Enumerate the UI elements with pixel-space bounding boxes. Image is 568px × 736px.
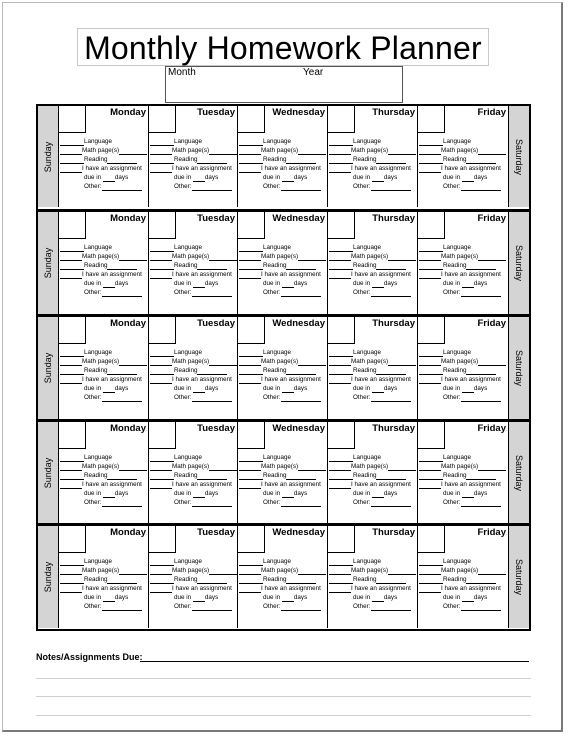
day-name: Thursday: [372, 213, 415, 224]
reading-line[interactable]: Reading: [239, 575, 326, 584]
assignment-lines: [239, 137, 326, 191]
due-line[interactable]: due in days: [443, 490, 488, 497]
day-cell[interactable]: [59, 106, 149, 207]
assignment-line[interactable]: I have an assignment: [419, 270, 506, 279]
reading-line[interactable]: Reading: [60, 471, 147, 480]
other-line[interactable]: Other:: [150, 182, 237, 191]
week-row: [38, 314, 529, 419]
assignment-lines: [150, 348, 237, 402]
day-cell[interactable]: [328, 526, 418, 628]
year-label: Year: [303, 67, 324, 78]
day-name: Thursday: [372, 107, 415, 118]
math-line[interactable]: Math page(s): [150, 357, 237, 366]
date-box[interactable]: [238, 317, 265, 344]
other-line[interactable]: Other:: [419, 182, 506, 191]
date-box[interactable]: [149, 106, 176, 133]
day-name: Friday: [477, 213, 506, 224]
language-line[interactable]: Language: [150, 453, 237, 462]
language-line[interactable]: Language: [60, 348, 147, 357]
day-name: Tuesday: [197, 107, 235, 118]
sunday-cell[interactable]: [38, 317, 59, 419]
day-name: Thursday: [372, 318, 415, 329]
reading-line[interactable]: Reading: [419, 261, 506, 270]
due-line[interactable]: due in days: [84, 385, 129, 392]
due-line[interactable]: due in days: [263, 174, 308, 181]
assignment-line[interactable]: I have an assignment: [329, 164, 416, 173]
reading-line[interactable]: Reading: [60, 261, 147, 270]
math-line[interactable]: Math page(s): [419, 146, 506, 155]
notes-line[interactable]: [140, 661, 529, 662]
due-line[interactable]: due in days: [174, 490, 219, 497]
day-cell[interactable]: [59, 526, 149, 628]
saturday-cell[interactable]: [508, 106, 529, 207]
math-line[interactable]: Math page(s): [329, 252, 416, 261]
day-name: Wednesday: [272, 213, 325, 224]
language-line[interactable]: Language: [150, 243, 237, 252]
assignment-lines: [419, 557, 506, 611]
sunday-cell[interactable]: [38, 106, 59, 207]
math-line[interactable]: Math page(s): [329, 146, 416, 155]
other-line[interactable]: Other:: [329, 393, 416, 402]
reading-line[interactable]: Reading: [329, 471, 416, 480]
due-line[interactable]: due in days: [353, 174, 398, 181]
assignment-line[interactable]: I have an assignment: [419, 480, 506, 489]
language-line[interactable]: Language: [60, 137, 147, 146]
date-box[interactable]: [59, 106, 86, 133]
math-line[interactable]: Math page(s): [60, 566, 147, 575]
language-line[interactable]: Language: [150, 348, 237, 357]
day-cell[interactable]: [328, 106, 418, 207]
assignment-lines: [150, 557, 237, 611]
date-box[interactable]: [59, 212, 86, 239]
math-line[interactable]: Math page(s): [239, 566, 326, 575]
math-line[interactable]: Math page(s): [150, 252, 237, 261]
language-line[interactable]: Language: [150, 557, 237, 566]
due-line[interactable]: due in days: [443, 385, 488, 392]
date-box[interactable]: [238, 526, 265, 553]
assignment-line[interactable]: I have an assignment: [239, 164, 326, 173]
language-line[interactable]: Language: [329, 348, 416, 357]
day-cell[interactable]: [418, 212, 508, 314]
reading-line[interactable]: Reading: [60, 575, 147, 584]
day-cell[interactable]: [328, 317, 418, 419]
assignment-lines: [419, 243, 506, 297]
due-line[interactable]: due in days: [443, 280, 488, 287]
day-name: Tuesday: [197, 527, 235, 538]
math-line[interactable]: Math page(s): [150, 462, 237, 471]
sunday-cell[interactable]: [38, 212, 59, 314]
day-cell[interactable]: [238, 526, 328, 628]
assignment-line[interactable]: I have an assignment: [60, 480, 147, 489]
other-line[interactable]: Other:: [60, 393, 147, 402]
assignment-line[interactable]: I have an assignment: [329, 584, 416, 593]
language-line[interactable]: Language: [239, 348, 326, 357]
language-line[interactable]: Language: [419, 243, 506, 252]
day-name: Wednesday: [272, 423, 325, 434]
date-box[interactable]: [418, 106, 445, 133]
other-line[interactable]: Other:: [60, 182, 147, 191]
assignment-line[interactable]: I have an assignment: [239, 584, 326, 593]
day-cell[interactable]: [149, 526, 238, 628]
due-line[interactable]: due in days: [174, 174, 219, 181]
due-line[interactable]: due in days: [84, 280, 129, 287]
saturday-cell[interactable]: [508, 422, 529, 524]
date-box[interactable]: [149, 526, 176, 553]
assignment-line[interactable]: I have an assignment: [239, 375, 326, 384]
language-line[interactable]: Language: [329, 137, 416, 146]
assignment-lines: [239, 557, 326, 611]
language-line[interactable]: Language: [60, 557, 147, 566]
other-line[interactable]: Other:: [329, 602, 416, 611]
other-line[interactable]: Other:: [150, 602, 237, 611]
date-box[interactable]: [238, 212, 265, 239]
day-name: Wednesday: [272, 318, 325, 329]
notes-section: [36, 648, 531, 723]
other-line[interactable]: Other:: [150, 498, 237, 507]
math-line[interactable]: Math page(s): [329, 357, 416, 366]
sunday-cell[interactable]: [38, 422, 59, 524]
due-line[interactable]: due in days: [263, 385, 308, 392]
reading-line[interactable]: Reading: [150, 471, 237, 480]
assignment-lines: [329, 137, 416, 191]
date-box[interactable]: [418, 317, 445, 344]
day-cell[interactable]: [418, 106, 508, 207]
day-name: Tuesday: [197, 318, 235, 329]
assignment-line[interactable]: I have an assignment: [419, 164, 506, 173]
math-line[interactable]: Math page(s): [239, 146, 326, 155]
other-line[interactable]: Other:: [60, 498, 147, 507]
reading-line[interactable]: Reading: [329, 575, 416, 584]
language-line[interactable]: Language: [419, 348, 506, 357]
math-line[interactable]: Math page(s): [419, 252, 506, 261]
assignment-lines: [60, 348, 147, 402]
due-line[interactable]: due in days: [263, 490, 308, 497]
assignment-lines: [419, 453, 506, 507]
day-cell[interactable]: [328, 422, 418, 524]
day-cell[interactable]: [328, 212, 418, 314]
assignment-lines: [239, 243, 326, 297]
day-cell[interactable]: [59, 317, 149, 419]
date-box[interactable]: [418, 212, 445, 239]
language-line[interactable]: Language: [419, 137, 506, 146]
other-line[interactable]: Other:: [60, 288, 147, 297]
assignment-lines: [150, 453, 237, 507]
assignment-line[interactable]: I have an assignment: [60, 164, 147, 173]
math-line[interactable]: Math page(s): [60, 252, 147, 261]
date-box[interactable]: [328, 212, 355, 239]
saturday-cell[interactable]: [508, 526, 529, 628]
other-line[interactable]: Other:: [150, 393, 237, 402]
due-line[interactable]: due in days: [263, 280, 308, 287]
reading-line[interactable]: Reading: [329, 261, 416, 270]
due-line[interactable]: due in days: [84, 490, 129, 497]
assignment-lines: [150, 243, 237, 297]
day-cell[interactable]: [418, 422, 508, 524]
reading-line[interactable]: Reading: [419, 366, 506, 375]
assignment-lines: [60, 243, 147, 297]
other-line[interactable]: Other:: [329, 182, 416, 191]
reading-line[interactable]: Reading: [239, 155, 326, 164]
saturday-label: Saturday: [514, 349, 524, 387]
day-name: Friday: [477, 527, 506, 538]
language-line[interactable]: Language: [419, 453, 506, 462]
day-cell[interactable]: [238, 317, 328, 419]
sunday-label: Sunday: [43, 352, 53, 384]
math-line[interactable]: Math page(s): [239, 462, 326, 471]
reading-line[interactable]: Reading: [150, 261, 237, 270]
assignment-lines: [329, 453, 416, 507]
assignment-line[interactable]: I have an assignment: [150, 480, 237, 489]
assignment-lines: [150, 137, 237, 191]
month-label: Month: [168, 67, 196, 78]
assignment-lines: [60, 453, 147, 507]
due-line[interactable]: due in days: [263, 594, 308, 601]
assignment-line[interactable]: I have an assignment: [150, 375, 237, 384]
day-name: Wednesday: [272, 107, 325, 118]
saturday-label: Saturday: [514, 244, 524, 282]
math-line[interactable]: Math page(s): [419, 462, 506, 471]
date-box[interactable]: [149, 422, 176, 449]
assignment-line[interactable]: I have an assignment: [150, 164, 237, 173]
assignment-line[interactable]: I have an assignment: [150, 584, 237, 593]
assignment-line[interactable]: I have an assignment: [239, 480, 326, 489]
due-line[interactable]: due in days: [174, 280, 219, 287]
assignment-line[interactable]: I have an assignment: [329, 375, 416, 384]
reading-line[interactable]: Reading: [239, 366, 326, 375]
week-row: [38, 106, 529, 207]
reading-line[interactable]: Reading: [60, 155, 147, 164]
week-row: [38, 523, 529, 628]
other-line[interactable]: Other:: [60, 602, 147, 611]
language-line[interactable]: Language: [329, 243, 416, 252]
language-line[interactable]: Language: [239, 453, 326, 462]
language-line[interactable]: Language: [329, 557, 416, 566]
notes-line[interactable]: [36, 696, 531, 697]
assignment-line[interactable]: I have an assignment: [329, 270, 416, 279]
due-line[interactable]: due in days: [353, 490, 398, 497]
week-row: [38, 419, 529, 524]
math-line[interactable]: Math page(s): [60, 146, 147, 155]
math-line[interactable]: Math page(s): [419, 357, 506, 366]
due-line[interactable]: due in days: [174, 594, 219, 601]
assignment-lines: [60, 557, 147, 611]
reading-line[interactable]: Reading: [150, 366, 237, 375]
date-box[interactable]: [59, 526, 86, 553]
due-line[interactable]: due in days: [353, 594, 398, 601]
math-line[interactable]: Math page(s): [150, 566, 237, 575]
assignment-lines: [329, 348, 416, 402]
assignment-line[interactable]: I have an assignment: [419, 584, 506, 593]
language-line[interactable]: Language: [60, 453, 147, 462]
sunday-label: Sunday: [43, 561, 53, 593]
day-cell[interactable]: [59, 212, 149, 314]
due-line[interactable]: due in days: [353, 385, 398, 392]
day-name: Thursday: [372, 423, 415, 434]
reading-line[interactable]: Reading: [419, 155, 506, 164]
other-line[interactable]: Other:: [329, 498, 416, 507]
day-name: Tuesday: [197, 213, 235, 224]
other-line[interactable]: Other:: [239, 498, 326, 507]
day-name: Thursday: [372, 527, 415, 538]
saturday-label: Saturday: [514, 558, 524, 596]
date-box[interactable]: [238, 422, 265, 449]
math-line[interactable]: Math page(s): [329, 566, 416, 575]
date-box[interactable]: [59, 422, 86, 449]
reading-line[interactable]: Reading: [419, 575, 506, 584]
due-line[interactable]: due in days: [84, 174, 129, 181]
date-box[interactable]: [328, 526, 355, 553]
due-line[interactable]: due in days: [84, 594, 129, 601]
day-cell[interactable]: [418, 317, 508, 419]
other-line[interactable]: Other:: [419, 498, 506, 507]
assignment-lines: [239, 453, 326, 507]
other-line[interactable]: Other:: [239, 288, 326, 297]
language-line[interactable]: Language: [239, 557, 326, 566]
date-box[interactable]: [328, 106, 355, 133]
week-row: [38, 209, 529, 314]
notes-line[interactable]: [36, 678, 531, 679]
language-line[interactable]: Language: [60, 243, 147, 252]
reading-line[interactable]: Reading: [419, 471, 506, 480]
day-name: Friday: [477, 107, 506, 118]
math-line[interactable]: Math page(s): [419, 566, 506, 575]
language-line[interactable]: Language: [419, 557, 506, 566]
saturday-label: Saturday: [514, 454, 524, 492]
due-line[interactable]: due in days: [353, 280, 398, 287]
date-box[interactable]: [328, 422, 355, 449]
assignment-lines: [419, 137, 506, 191]
date-box[interactable]: [328, 317, 355, 344]
reading-line[interactable]: Reading: [239, 261, 326, 270]
language-line[interactable]: Language: [150, 137, 237, 146]
day-name: Monday: [110, 107, 146, 118]
other-line[interactable]: Other:: [239, 393, 326, 402]
notes-line[interactable]: [36, 715, 531, 716]
day-name: Monday: [110, 527, 146, 538]
other-line[interactable]: Other:: [419, 393, 506, 402]
day-name: Tuesday: [197, 423, 235, 434]
assignment-lines: [60, 137, 147, 191]
day-cell[interactable]: [418, 526, 508, 628]
saturday-label: Saturday: [514, 138, 524, 175]
day-name: Friday: [477, 318, 506, 329]
due-line[interactable]: due in days: [443, 594, 488, 601]
math-line[interactable]: Math page(s): [150, 146, 237, 155]
math-line[interactable]: Math page(s): [239, 252, 326, 261]
assignment-line[interactable]: I have an assignment: [329, 480, 416, 489]
language-line[interactable]: Language: [239, 243, 326, 252]
language-line[interactable]: Language: [239, 137, 326, 146]
day-cell[interactable]: [149, 422, 238, 524]
day-cell[interactable]: [149, 317, 238, 419]
saturday-cell[interactable]: [508, 212, 529, 314]
day-name: Friday: [477, 423, 506, 434]
other-line[interactable]: Other:: [329, 288, 416, 297]
assignment-line[interactable]: I have an assignment: [60, 375, 147, 384]
day-name: Monday: [110, 423, 146, 434]
date-box[interactable]: [238, 106, 265, 133]
reading-line[interactable]: Reading: [60, 366, 147, 375]
date-box[interactable]: [418, 422, 445, 449]
math-line[interactable]: Math page(s): [239, 357, 326, 366]
sunday-label: Sunday: [43, 247, 53, 279]
assignment-line[interactable]: I have an assignment: [150, 270, 237, 279]
math-line[interactable]: Math page(s): [60, 357, 147, 366]
day-name: Wednesday: [272, 527, 325, 538]
date-box[interactable]: [149, 212, 176, 239]
date-box[interactable]: [418, 526, 445, 553]
math-line[interactable]: Math page(s): [60, 462, 147, 471]
reading-line[interactable]: Reading: [150, 575, 237, 584]
day-cell[interactable]: [59, 422, 149, 524]
language-line[interactable]: Language: [329, 453, 416, 462]
reading-line[interactable]: Reading: [329, 366, 416, 375]
day-cell[interactable]: [238, 106, 328, 207]
day-cell[interactable]: [149, 212, 238, 314]
date-box[interactable]: [59, 317, 86, 344]
assignment-line[interactable]: I have an assignment: [60, 270, 147, 279]
sunday-label: Sunday: [43, 141, 53, 172]
sunday-cell[interactable]: [38, 526, 59, 628]
due-line[interactable]: due in days: [443, 174, 488, 181]
day-name: Monday: [110, 213, 146, 224]
reading-line[interactable]: Reading: [239, 471, 326, 480]
page-title: Monthly Homework Planner: [77, 28, 489, 66]
assignment-lines: [329, 243, 416, 297]
assignment-lines: [239, 348, 326, 402]
assignment-line[interactable]: I have an assignment: [239, 270, 326, 279]
day-cell[interactable]: [238, 422, 328, 524]
assignment-line[interactable]: I have an assignment: [419, 375, 506, 384]
other-line[interactable]: Other:: [419, 602, 506, 611]
notes-label: Notes/Assignments Due:: [36, 652, 143, 662]
day-cell[interactable]: [238, 212, 328, 314]
reading-line[interactable]: Reading: [329, 155, 416, 164]
sunday-label: Sunday: [43, 457, 53, 489]
other-line[interactable]: Other:: [239, 182, 326, 191]
other-line[interactable]: Other:: [150, 288, 237, 297]
due-line[interactable]: due in days: [174, 385, 219, 392]
assignment-lines: [329, 557, 416, 611]
date-box[interactable]: [149, 317, 176, 344]
assignment-lines: [419, 348, 506, 402]
assignment-line[interactable]: I have an assignment: [60, 584, 147, 593]
day-name: Monday: [110, 318, 146, 329]
reading-line[interactable]: Reading: [150, 155, 237, 164]
math-line[interactable]: Math page(s): [329, 462, 416, 471]
day-cell[interactable]: [149, 106, 238, 207]
other-line[interactable]: Other:: [419, 288, 506, 297]
saturday-cell[interactable]: [508, 317, 529, 419]
other-line[interactable]: Other:: [239, 602, 326, 611]
month-year-box: [165, 66, 403, 103]
